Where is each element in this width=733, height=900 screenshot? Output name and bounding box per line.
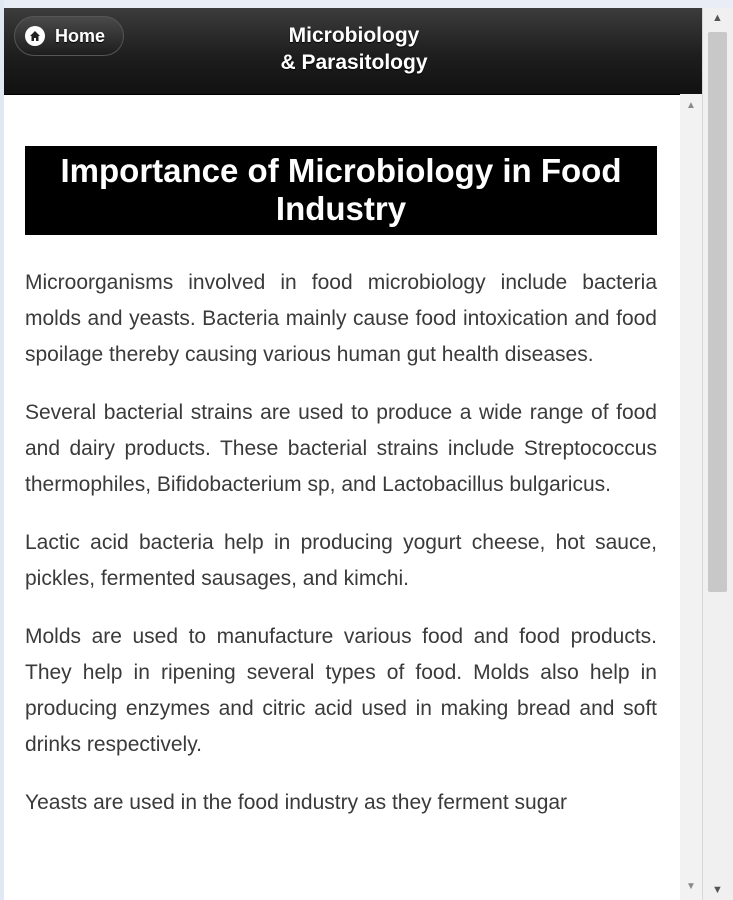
window-top-edge: [0, 0, 733, 8]
article-paragraph-5: Yeasts are used in the food industry as they ferment sugar: [25, 791, 568, 814]
content-scroll-down-icon[interactable]: ▼: [686, 881, 696, 892]
content-scroll-up-icon[interactable]: ▲: [686, 100, 696, 111]
scrollbar-thumb[interactable]: [708, 32, 727, 592]
home-button-label: Home: [55, 25, 106, 46]
page-title-line2: & Parasitology: [280, 51, 428, 74]
up-arrow-icon[interactable]: ▲: [712, 12, 723, 24]
article-paragraph-1: Microorganisms involved in food microbiology include bacteria molds and yeasts. Bacteria mainly cause food intoxication and food spoilage thereby causing various human gut health diseases.: [25, 271, 657, 366]
content-scrollbar[interactable]: [680, 94, 702, 900]
down-arrow-icon[interactable]: ▼: [712, 884, 723, 896]
article-paragraph-4: Molds are used to manufacture various food and food products. They help in ripening several types of food. Molds also help in producing enzymes and citric acid used in making bread and soft drinks respectively.: [25, 625, 657, 756]
page-title-line1: Microbiology: [288, 24, 420, 47]
article-content: [25, 146, 657, 843]
article-paragraph-2: Several bacterial strains are used to produce a wide range of food and dairy products. These bacterial strains include Streptococcus thermophiles, Bifidobacterium sp, and Lactobacillus bulgaricus.: [25, 401, 657, 496]
article-paragraph-3: Lactic acid bacteria help in producing yogurt cheese, hot sauce, pickles, fermented sausages, and kimchi.: [25, 531, 657, 590]
article-title: Importance of Microbiology in Food Industry: [25, 146, 657, 235]
window-left-edge: [0, 0, 4, 900]
window-scrollbar[interactable]: [702, 8, 733, 900]
home-icon: [25, 26, 45, 46]
page-title: [204, 22, 504, 76]
home-button[interactable]: [14, 16, 124, 56]
app-header: [4, 8, 702, 95]
